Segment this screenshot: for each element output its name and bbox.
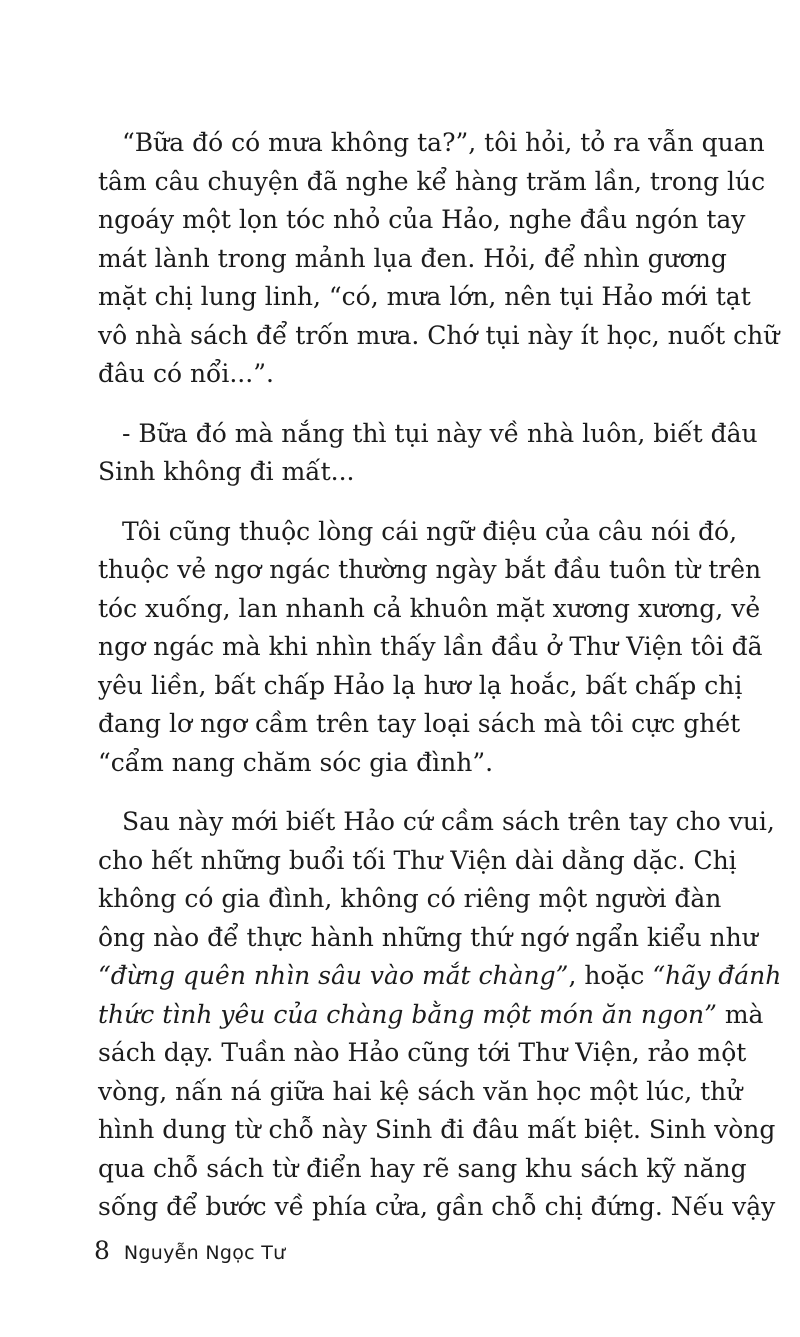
text-line: sách dạy. Tuần nào Hảo cũng tới Thư Viện, rảo một [98, 1038, 747, 1067]
body-text [98, 124, 782, 1227]
page-footer [94, 1236, 285, 1265]
text-line: mặt chị lung linh, “có, mưa lớn, nên tụi Hảo mới tạt [98, 282, 751, 311]
text-line: ông nào để thực hành những thứ ngớ ngẩn kiểu như [98, 922, 758, 952]
text-line: Sinh không đi mất... [98, 457, 355, 486]
italic-quote: thức tình yêu của chàng bằng một món ăn ngon” [98, 999, 717, 1029]
text-line: hình dung từ chỗ này Sinh đi đâu mất biệt. Sinh vòng [98, 1115, 776, 1144]
text-line: “Bữa đó có mưa không ta?”, tôi hỏi, tỏ ra vẫn quan [122, 128, 765, 157]
text-line: ngoáy một lọn tóc nhỏ của Hảo, nghe đầu ngón tay [98, 205, 746, 234]
page-number: 8 [94, 1236, 110, 1265]
inline-text: mà [716, 999, 764, 1029]
text-line: đâu có nổi...”. [98, 359, 274, 388]
text-line: qua chỗ sách từ điển hay rẽ sang khu sách kỹ năng [98, 1153, 747, 1183]
text-line: tóc xuống, lan nhanh cả khuôn mặt xương xương, vẻ [98, 593, 761, 623]
paragraph-1 [98, 124, 780, 394]
text-line: tâm câu chuyện đã nghe kể hàng trăm lần, trong lúc [98, 166, 766, 196]
text-line: sống để bước về phía cửa, gần chỗ chị đứng. Nếu vậy [98, 1192, 776, 1221]
paragraph-3 [98, 513, 763, 783]
paragraph-2 [98, 415, 758, 492]
author-name: Nguyễn Ngọc Tư [123, 1242, 286, 1264]
text-line: mát lành trong mảnh lụa đen. Hỏi, để nhìn gương [98, 243, 727, 273]
text-line: ngơ ngác mà khi nhìn thấy lần đầu ở Thư Viện tôi đã [98, 632, 763, 661]
text-line: Sau này mới biết Hảo cứ cầm sách trên tay cho vui, [122, 807, 775, 836]
text-line: - Bữa đó mà nắng thì tụi này về nhà luôn, biết đâu [122, 418, 758, 448]
text-line-italic-mixed [98, 957, 782, 996]
text-line: Tôi cũng thuộc lòng cái ngữ điệu của câu nói đó, [122, 516, 738, 546]
text-line-italic-mixed [98, 996, 764, 1035]
text-line: thuộc vẻ ngơ ngác thường ngày bắt đầu tuôn từ trên [98, 555, 762, 584]
paragraph-4 [98, 803, 782, 1227]
text-line: yêu liền, bất chấp Hảo lạ hươ lạ hoắc, bất chấp chị [98, 670, 743, 700]
text-line: vòng, nấn ná giữa hai kệ sách văn học một lúc, thử [98, 1076, 743, 1106]
text-line: vô nhà sách để trốn mưa. Chớ tụi này ít học, nuốt chữ [98, 320, 780, 350]
text-line: đang lơ ngơ cầm trên tay loại sách mà tôi cực ghét [98, 709, 741, 738]
text-line: “cẩm nang chăm sóc gia đình”. [98, 747, 494, 777]
text-line: cho hết những buổi tối Thư Viện dài dằng dặc. Chị [98, 845, 737, 875]
italic-quote: “đừng quên nhìn sâu vào mắt chàng” [98, 961, 569, 990]
italic-quote: “hãy đánh [652, 961, 782, 990]
inline-text: , hoặc [568, 961, 653, 990]
text-line: không có gia đình, không có riêng một người đàn [98, 884, 722, 913]
